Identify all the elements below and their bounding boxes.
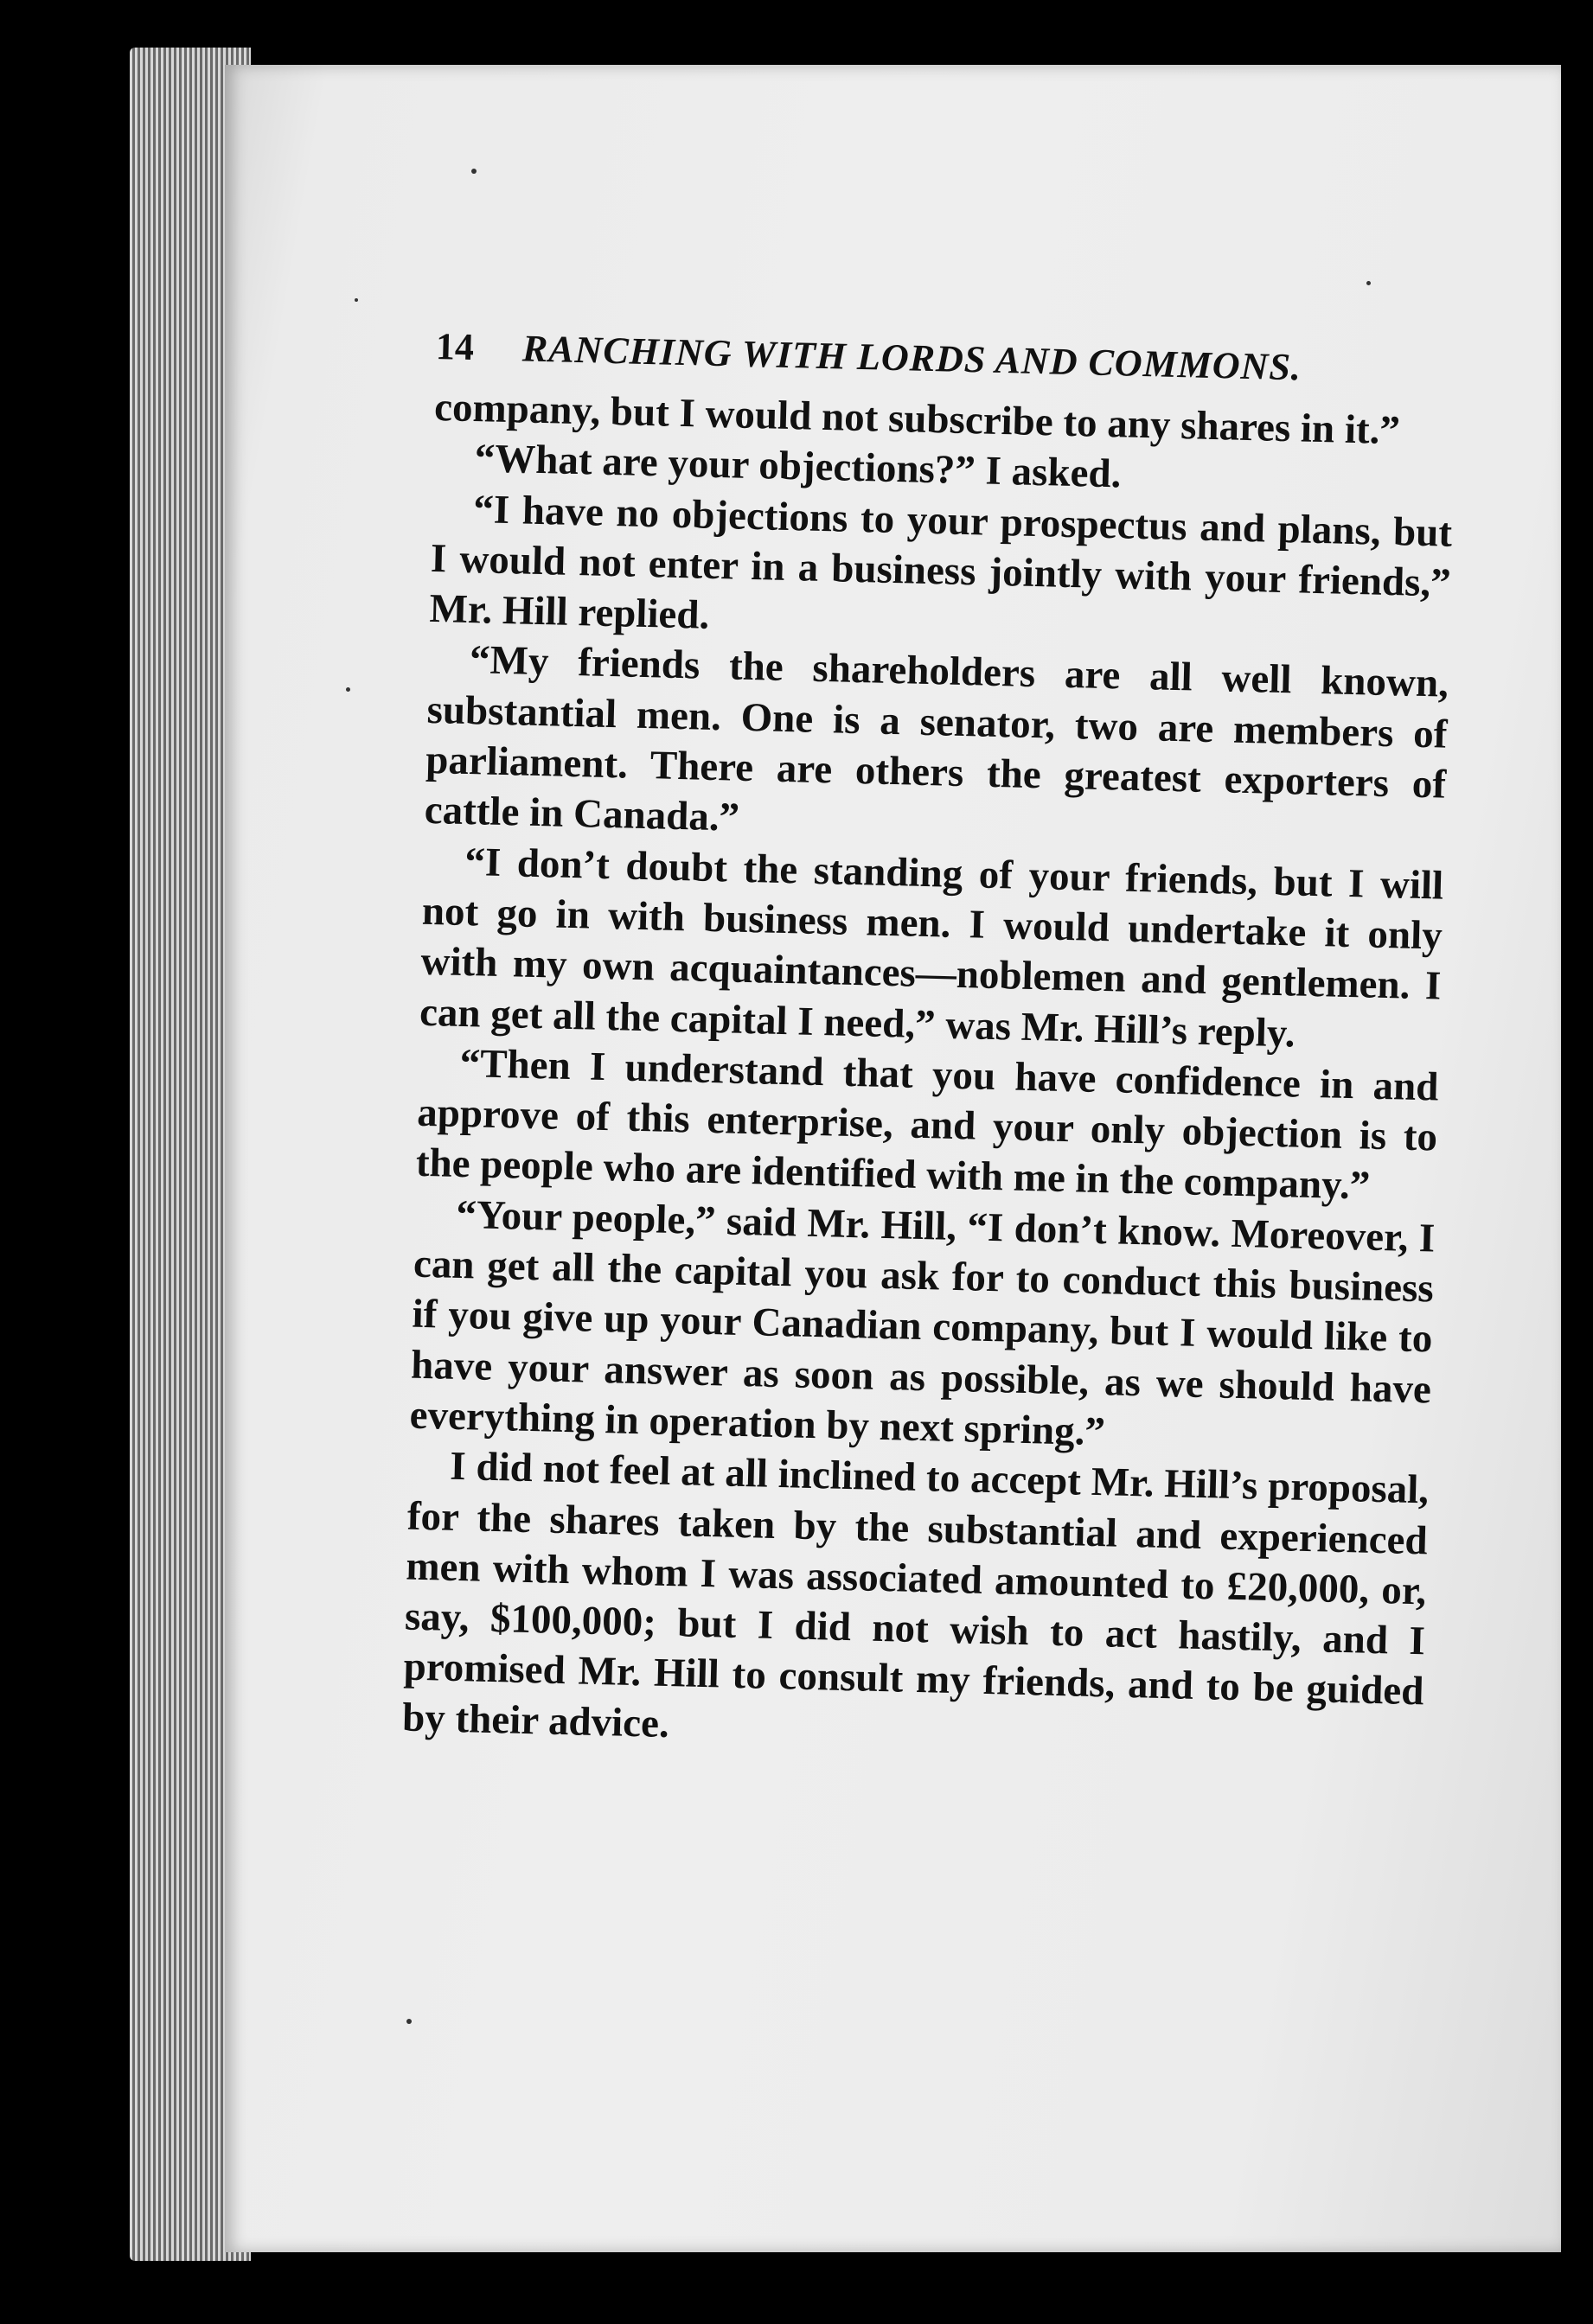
paragraph: “What are your objections?” I asked.	[474, 436, 1122, 497]
body-text	[402, 382, 1455, 1767]
paragraph: company, but I would not subscribe to any shares in it.”	[433, 384, 1401, 454]
page-number: 14	[435, 324, 475, 369]
speck	[346, 687, 350, 692]
paragraph: “I have no objections to your prospectus and plans, but I would not enter in a business jointly with your friends,” Mr. Hill replied.	[428, 486, 1453, 638]
speck	[406, 2019, 412, 2024]
speck	[471, 169, 477, 174]
speck	[355, 298, 358, 302]
paragraph: “I don’t doubt the standing of your friends, but I will not go in with business men. I would undertake it only with my own acquaintances—noblemen and gentlemen. I can get all the capital I need,” was Mr. Hill’s reply.	[419, 839, 1444, 1057]
paragraph: “Then I understand that you have confidence in and approve of this enterprise, and your only objection is to the people who are identified with me in the company.”	[415, 1040, 1440, 1210]
speck	[1366, 281, 1371, 285]
page-text-block	[402, 311, 1457, 1767]
paragraph: “My friends the shareholders are all well known, substantial men. One is a senator, two are members of parliament. There are others the greatest exporters of cattle in Canada.”	[424, 637, 1449, 841]
paragraph: I did not feel at all inclined to accept Mr. Hill’s proposal, for the shares taken by the substantial and experienced men with whom I was associated amounted to £20,000, or, say, $100,000; but I did not wish to act hastily, and I promised Mr. Hill to consult my friends, and to be guided by their advice.	[401, 1444, 1430, 1746]
running-title: RANCHING WITH LORDS AND COMMONS.	[521, 327, 1302, 389]
paragraph: “Your people,” said Mr. Hill, “I don’t know. Moreover, I can get all the capital you ask for to conduct this business if you give up your Canadian company, but I would like to have your answer as soon as possible, as we should have everything in operation by next spring.”	[409, 1191, 1436, 1455]
